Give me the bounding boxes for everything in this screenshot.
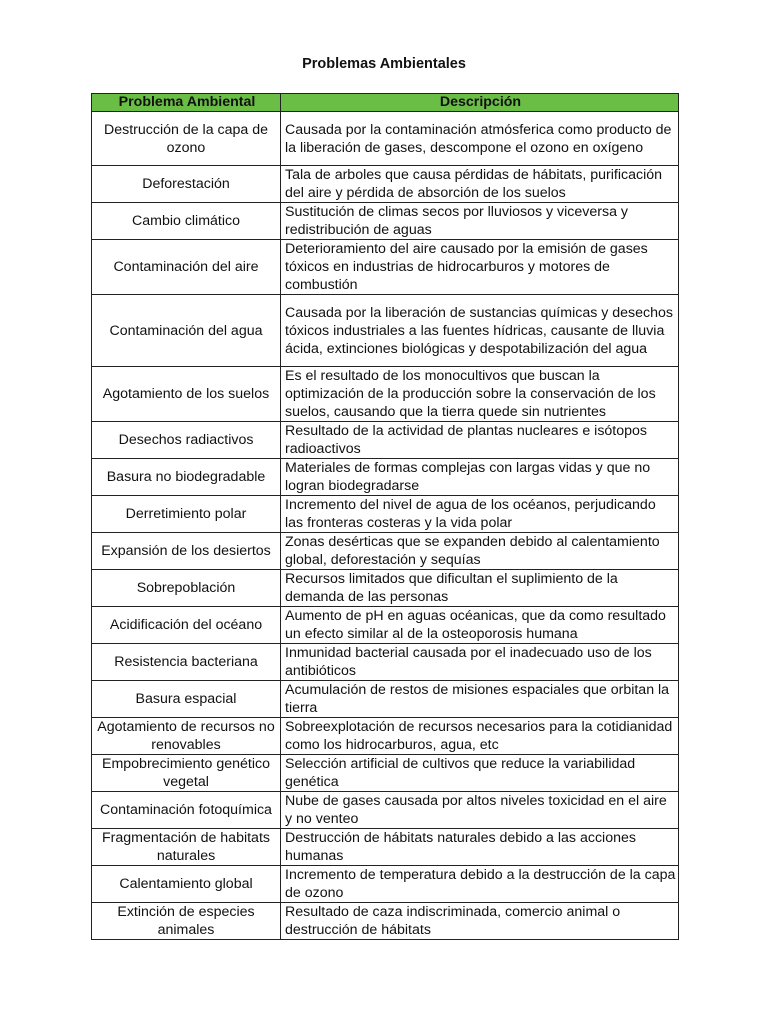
problem-cell: Basura espacial — [92, 681, 281, 718]
description-cell: Sobreexplotación de recursos necesarios para la cotidianidad como los hidrocarburos, agua, etc — [281, 718, 679, 755]
table-row — [92, 866, 679, 903]
problem-cell: Desechos radiactivos — [92, 422, 281, 459]
description-cell: Inmunidad bacterial causada por el inadecuado uso de los antibióticos — [281, 644, 679, 681]
table-row — [92, 755, 679, 792]
table-row — [92, 681, 679, 718]
table-row — [92, 903, 679, 940]
description-cell: Resultado de la actividad de plantas nucleares e isótopos radioactivos — [281, 422, 679, 459]
problem-cell: Contaminación del aire — [92, 240, 281, 295]
table-row — [92, 792, 679, 829]
table-row — [92, 166, 679, 203]
table-row — [92, 829, 679, 866]
table-row — [92, 459, 679, 496]
description-cell: Destrucción de hábitats naturales debido a las acciones humanas — [281, 829, 679, 866]
environmental-problems-table — [91, 93, 679, 940]
problem-cell: Deforestación — [92, 166, 281, 203]
description-cell: Nube de gases causada por altos niveles toxicidad en el aire y no venteo — [281, 792, 679, 829]
problem-cell: Agotamiento de recursos no renovables — [92, 718, 281, 755]
table-row — [92, 367, 679, 422]
problem-cell: Contaminación del agua — [92, 295, 281, 367]
description-cell: Incremento del nivel de agua de los océanos, perjudicando las fronteras costeras y la vida polar — [281, 496, 679, 533]
table-row — [92, 644, 679, 681]
document-title: Problemas Ambientales — [302, 56, 466, 72]
table-header-row — [92, 94, 679, 112]
problem-cell: Agotamiento de los suelos — [92, 367, 281, 422]
problem-cell: Contaminación fotoquímica — [92, 792, 281, 829]
problem-cell: Derretimiento polar — [92, 496, 281, 533]
problem-cell: Expansión de los desiertos — [92, 533, 281, 570]
description-cell: Causada por la liberación de sustancias químicas y desechos tóxicos industriales a las fuentes hídricas, causante de lluvia ácida, extinciones biológicas y despotabilización del agua — [281, 295, 679, 367]
description-cell: Recursos limitados que dificultan el suplimiento de la demanda de las personas — [281, 570, 679, 607]
problem-cell: Calentamiento global — [92, 866, 281, 903]
description-cell: Zonas desérticas que se expanden debido al calentamiento global, deforestación y sequías — [281, 533, 679, 570]
problem-cell: Fragmentación de habitats naturales — [92, 829, 281, 866]
table-row — [92, 570, 679, 607]
header-problem: Problema Ambiental — [92, 94, 281, 112]
problem-cell: Cambio climático — [92, 203, 281, 240]
problem-cell: Basura no biodegradable — [92, 459, 281, 496]
description-cell: Acumulación de restos de misiones espaciales que orbitan la tierra — [281, 681, 679, 718]
description-cell: Deterioramiento del aire causado por la emisión de gases tóxicos en industrias de hidrocarburos y motores de combustión — [281, 240, 679, 295]
description-cell: Tala de arboles que causa pérdidas de hábitats, purificación del aire y pérdida de absorción de los suelos — [281, 166, 679, 203]
table-row — [92, 203, 679, 240]
problem-cell: Destrucción de la capa de ozono — [92, 112, 281, 166]
table-row — [92, 422, 679, 459]
description-cell: Es el resultado de los monocultivos que buscan la optimización de la producción sobre la conservación de los suelos, causando que la tierra quede sin nutrientes — [281, 367, 679, 422]
table-row — [92, 607, 679, 644]
description-cell: Aumento de pH en aguas océanicas, que da como resultado un efecto similar al de la osteoporosis humana — [281, 607, 679, 644]
problem-cell: Acidificación del océano — [92, 607, 281, 644]
description-cell: Selección artificial de cultivos que reduce la variabilidad genética — [281, 755, 679, 792]
problem-cell: Extinción de especies animales — [92, 903, 281, 940]
table-row — [92, 718, 679, 755]
description-cell: Causada por la contaminación atmósferica como producto de la liberación de gases, descompone el ozono en oxígeno — [281, 112, 679, 166]
description-cell: Sustitución de climas secos por lluviosos y viceversa y redistribución de aguas — [281, 203, 679, 240]
header-description: Descripción — [281, 94, 679, 112]
table-row — [92, 496, 679, 533]
table-body — [92, 112, 679, 940]
description-cell: Resultado de caza indiscriminada, comercio animal o destrucción de hábitats — [281, 903, 679, 940]
table-row — [92, 533, 679, 570]
problem-cell: Empobrecimiento genético vegetal — [92, 755, 281, 792]
table-row — [92, 295, 679, 367]
description-cell: Materiales de formas complejas con largas vidas y que no logran biodegradarse — [281, 459, 679, 496]
table-row — [92, 240, 679, 295]
description-cell: Incremento de temperatura debido a la destrucción de la capa de ozono — [281, 866, 679, 903]
problem-cell: Sobrepoblación — [92, 570, 281, 607]
table-row — [92, 112, 679, 166]
problem-cell: Resistencia bacteriana — [92, 644, 281, 681]
